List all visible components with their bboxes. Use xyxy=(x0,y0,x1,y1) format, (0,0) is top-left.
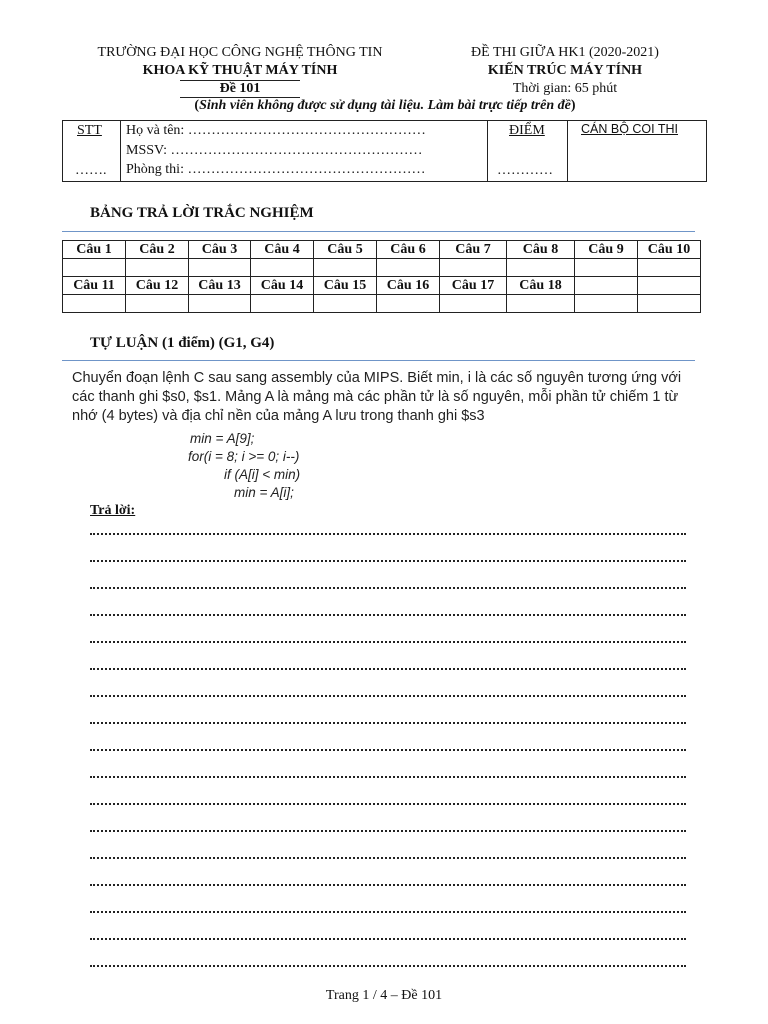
exam-title: ĐỀ THI GIỮA HK1 (2020-2021) xyxy=(471,45,659,60)
student-info-box xyxy=(62,120,707,182)
answer-line[interactable] xyxy=(90,577,686,589)
answer-cell[interactable] xyxy=(314,259,377,277)
question-header xyxy=(575,277,638,295)
answer-line[interactable] xyxy=(90,739,686,751)
answer-cell[interactable] xyxy=(251,259,314,277)
school-name: TRƯỜNG ĐẠI HỌC CÔNG NGHỆ THÔNG TIN xyxy=(97,45,383,60)
question-header: Câu 7 xyxy=(440,241,507,259)
answer-cell[interactable] xyxy=(638,295,701,313)
code-line: min = A[i]; xyxy=(234,485,294,500)
answer-line[interactable] xyxy=(90,604,686,616)
code-line: for(i = 8; i >= 0; i--) xyxy=(188,449,300,464)
section-divider xyxy=(62,360,695,361)
answer-header-row xyxy=(63,277,701,295)
answer-cell[interactable] xyxy=(575,295,638,313)
answer-line[interactable] xyxy=(90,955,686,967)
question-header: Câu 1 xyxy=(63,241,126,259)
question-header: Câu 10 xyxy=(638,241,701,259)
answer-cell[interactable] xyxy=(189,295,251,313)
question-header: Câu 3 xyxy=(189,241,251,259)
answer-line[interactable] xyxy=(90,712,686,724)
answer-cell[interactable] xyxy=(63,259,126,277)
mssv-field[interactable]: MSSV: ……………………………………………… xyxy=(126,143,423,158)
header-right xyxy=(420,44,710,98)
answer-cell[interactable] xyxy=(507,295,575,313)
question-header: Câu 8 xyxy=(507,241,575,259)
score-field[interactable]: ………… xyxy=(497,163,553,178)
answer-cell[interactable] xyxy=(314,295,377,313)
proctor-label: CÁN BỘ COI THI xyxy=(581,122,679,136)
question-header: Câu 2 xyxy=(126,241,189,259)
exam-time: Thời gian: 65 phút xyxy=(512,81,618,96)
name-field[interactable]: Họ và tên: …………………………………………… xyxy=(126,123,426,138)
answer-line[interactable] xyxy=(90,874,686,886)
code-line: if (A[i] < min) xyxy=(224,467,301,482)
stt-field[interactable]: ……. xyxy=(75,163,107,178)
score-cell xyxy=(487,121,568,181)
answer-line[interactable] xyxy=(90,901,686,913)
question-header: Câu 15 xyxy=(314,277,377,295)
answer-table-title: BẢNG TRẢ LỜI TRẮC NGHIỆM xyxy=(90,205,314,221)
answer-cell[interactable] xyxy=(377,259,440,277)
answer-cell[interactable] xyxy=(440,295,507,313)
question-header: Câu 11 xyxy=(63,277,126,295)
question-header: Câu 12 xyxy=(126,277,189,295)
answer-header-row xyxy=(63,241,701,259)
page-footer: Trang 1 / 4 – Đề 101 xyxy=(325,988,443,1003)
faculty-name: KHOA KỸ THUẬT MÁY TÍNH xyxy=(142,63,338,78)
answer-line[interactable] xyxy=(90,793,686,805)
room-field[interactable]: Phòng thi: …………………………………………… xyxy=(126,162,426,177)
answer-line[interactable] xyxy=(90,766,686,778)
answer-line[interactable] xyxy=(90,550,686,562)
answer-line[interactable] xyxy=(90,820,686,832)
question-header: Câu 17 xyxy=(440,277,507,295)
answer-cell[interactable] xyxy=(126,259,189,277)
stt-cell xyxy=(63,121,121,181)
question-header: Câu 14 xyxy=(251,277,314,295)
answer-label: Trả lời: xyxy=(90,503,136,518)
answer-table xyxy=(62,240,701,313)
answer-line[interactable] xyxy=(90,847,686,859)
code-line: min = A[9]; xyxy=(190,431,255,446)
question-header: Câu 9 xyxy=(575,241,638,259)
question-header: Câu 5 xyxy=(314,241,377,259)
exam-note-text: Sinh viên không được sử dụng tài liệu. Làm bài trực tiếp trên đề xyxy=(199,98,571,113)
answer-line[interactable] xyxy=(90,523,686,535)
answer-line[interactable] xyxy=(90,631,686,643)
question-header: Câu 4 xyxy=(251,241,314,259)
answer-cell[interactable] xyxy=(251,295,314,313)
answer-input-row xyxy=(63,259,701,277)
question-header: Câu 18 xyxy=(507,277,575,295)
answer-line[interactable] xyxy=(90,658,686,670)
answer-cell[interactable] xyxy=(575,259,638,277)
proctor-cell xyxy=(567,121,706,181)
answer-cell[interactable] xyxy=(507,259,575,277)
answer-cell[interactable] xyxy=(63,295,126,313)
answer-cell[interactable] xyxy=(638,259,701,277)
answer-cell[interactable] xyxy=(377,295,440,313)
essay-prompt: Chuyển đoạn lệnh C sau sang assembly của MIPS. Biết min, i là các số nguyên tương ứng với các thanh ghi $s0, $s1. Mảng A là mảng mà các phần tử là số nguyên, mỗi phần tử chiếm 1 từ nhớ (4 bytes) và địa chỉ nền của mảng A lưu trong thanh ghi $s3 xyxy=(72,370,682,424)
question-header: Câu 6 xyxy=(377,241,440,259)
essay-title: TỰ LUẬN (1 điểm) (G1, G4) xyxy=(90,335,275,351)
answer-cell[interactable] xyxy=(189,259,251,277)
student-details-cell xyxy=(120,121,488,181)
answer-line[interactable] xyxy=(90,928,686,940)
score-label: ĐIỂM xyxy=(509,123,545,138)
answer-line[interactable] xyxy=(90,685,686,697)
stt-label: STT xyxy=(77,123,102,138)
section-divider xyxy=(62,231,695,232)
header-left xyxy=(60,44,420,98)
answer-cell[interactable] xyxy=(440,259,507,277)
question-header: Câu 13 xyxy=(189,277,251,295)
exam-code: Đề 101 xyxy=(180,80,301,98)
answer-cell[interactable] xyxy=(126,295,189,313)
answer-input-row xyxy=(63,295,701,313)
question-header xyxy=(638,277,701,295)
question-header: Câu 16 xyxy=(377,277,440,295)
exam-note: (Sinh viên không được sử dụng tài liệu. Làm bài trực tiếp trên đề) xyxy=(194,98,576,113)
course-name: KIẾN TRÚC MÁY TÍNH xyxy=(487,63,643,78)
